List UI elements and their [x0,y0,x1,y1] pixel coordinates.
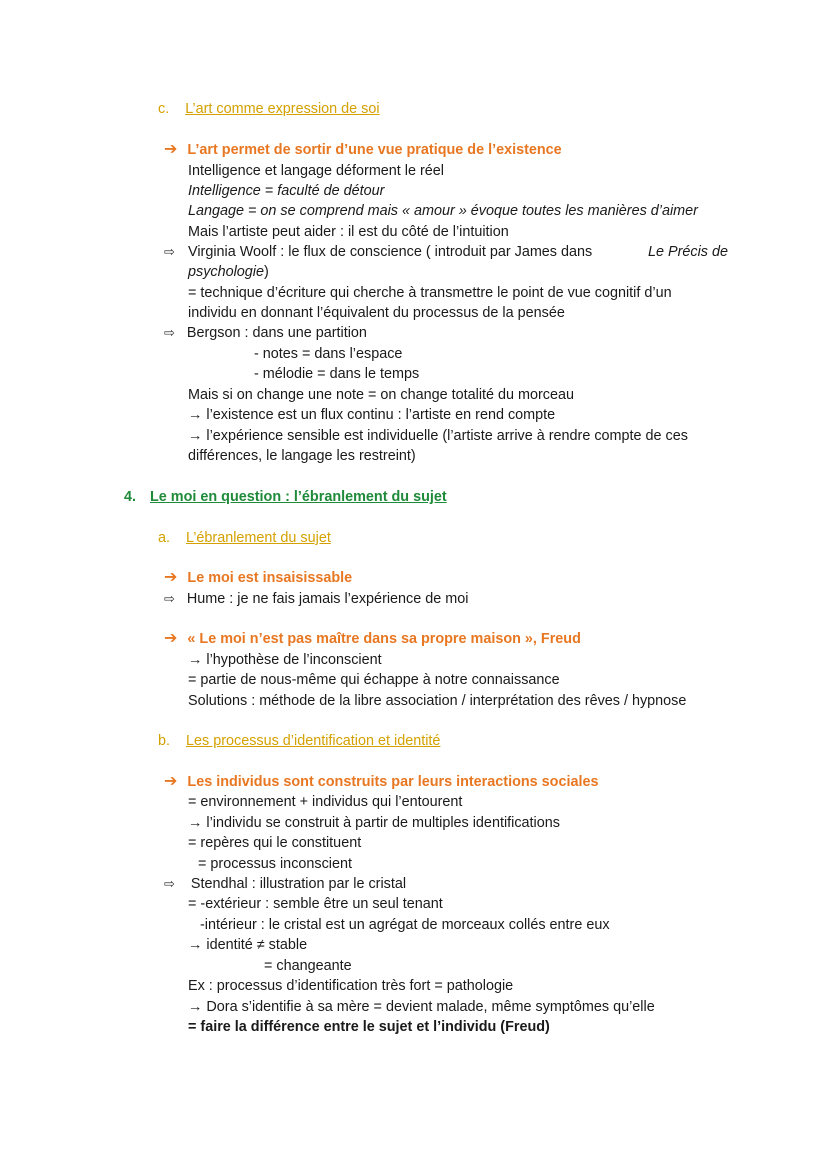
point-4b1 [164,772,598,792]
text-line: → l’existence est un flux continu : l’artiste en rend compte [188,407,556,423]
point-4b1-heading: Les individus sont construits par leurs interactions sociales [187,774,599,790]
text-line: Intelligence = faculté de détour [188,183,385,199]
woolf-book-title: Le Précis de [648,244,728,260]
woolf-line1 [188,242,728,262]
text-line: = partie de nous-même qui échappe à notre connaissance [188,672,560,688]
text-line: -intérieur : le cristal est un agrégat de morceaux collés entre eux [200,917,610,933]
text-line: Ex : processus d’identification très fort = pathologie [188,978,514,994]
text-line: - notes = dans l’espace [254,346,403,362]
woolf-line3: = technique d’écriture qui cherche à transmettre le point de vue cognitif d’un [188,285,672,301]
hollow-arrow-icon: ⇨ [164,244,175,259]
hollow-arrow-icon: ⇨ [164,876,175,891]
section-c-label: c. [158,101,170,117]
section-4b-label: b. [158,733,171,749]
paren-close: ) [264,264,269,280]
bold-arrow-icon: ➔ [164,569,178,586]
section-4a-heading [158,528,331,548]
bergson-item [164,323,367,343]
bergson-text: Bergson : dans une partition [186,325,367,341]
hume-text: Hume : je ne fais jamais l’expérience de moi [186,591,469,607]
section-c-title: L’art comme expression de soi [185,101,380,117]
point-c1-heading: L’art permet de sortir d’une vue pratique de l’existence [187,142,562,158]
text-line: → identité ≠ stable [188,937,308,953]
stendhal-item [164,874,406,894]
bold-arrow-icon: ➔ [164,630,178,647]
point-4a2-heading: « Le moi n’est pas maître dans sa propre maison », Freud [187,631,581,647]
text-line: → Dora s’identifie à sa mère = devient malade, même symptômes qu’elle [188,999,655,1015]
section-4b-title: Les processus d’identification et identité [186,733,441,749]
text-line: Mais l’artiste peut aider : il est du côté de l’intuition [188,224,509,240]
hollow-arrow-icon: ⇨ [164,325,175,340]
bold-arrow-icon: ➔ [164,773,178,790]
text-line: = environnement + individus qui l’entourent [188,794,463,810]
text-line: = repères qui le constituent [188,835,362,851]
section-4a-title: L’ébranlement du sujet [186,530,331,546]
point-4a2 [164,629,581,649]
point-4a1-heading: Le moi est insaisissable [187,570,353,586]
woolf-line4: individu en donnant l’équivalent du processus de la pensée [188,305,565,321]
bold-arrow-icon: ➔ [164,141,178,158]
point-4a1 [164,568,352,588]
text-line: = changeante [264,958,352,974]
text-line: - mélodie = dans le temps [254,366,420,382]
hollow-arrow-icon: ⇨ [164,591,175,606]
point-c1 [164,140,562,160]
text-line: → l’individu se construit à partir de multiples identifications [188,815,560,831]
conclusion-line: = faire la différence entre le sujet et l’individu (Freud) [188,1019,550,1035]
text-line: différences, le langage les restreint) [188,448,416,464]
text-line: = processus inconscient [198,856,352,872]
text-line: Mais si on change une note = on change totalité du morceau [188,387,575,403]
text-line: Solutions : méthode de la libre association / interprétation des rêves / hypnose [188,693,687,709]
section-4b-heading [158,731,440,751]
section-4a-label: a. [158,530,171,546]
section-c-heading [158,99,380,119]
woolf-text: Virginia Woolf : le flux de conscience ( introduit par James dans [188,244,593,260]
text-line: Langage = on se comprend mais « amour » évoque toutes les manières d’aimer [188,203,698,219]
text-line: → l’expérience sensible est individuelle (l’artiste arrive à rendre compte de ces [188,428,688,444]
section-4-label: 4. [124,489,137,505]
section-4-title: Le moi en question : l’ébranlement du sujet [150,489,447,505]
stendhal-text: Stendhal : illustration par le cristal [190,876,407,892]
section-4-heading [124,487,447,507]
woolf-book-title-end: psychologie [188,264,265,280]
text-line: = -extérieur : semble être un seul tenant [188,896,443,912]
woolf-line2 [188,262,269,282]
text-line: → l’hypothèse de l’inconscient [188,652,382,668]
text-line: Intelligence et langage déforment le réel [188,163,445,179]
woolf-item [164,242,175,262]
hume-item [164,589,468,609]
